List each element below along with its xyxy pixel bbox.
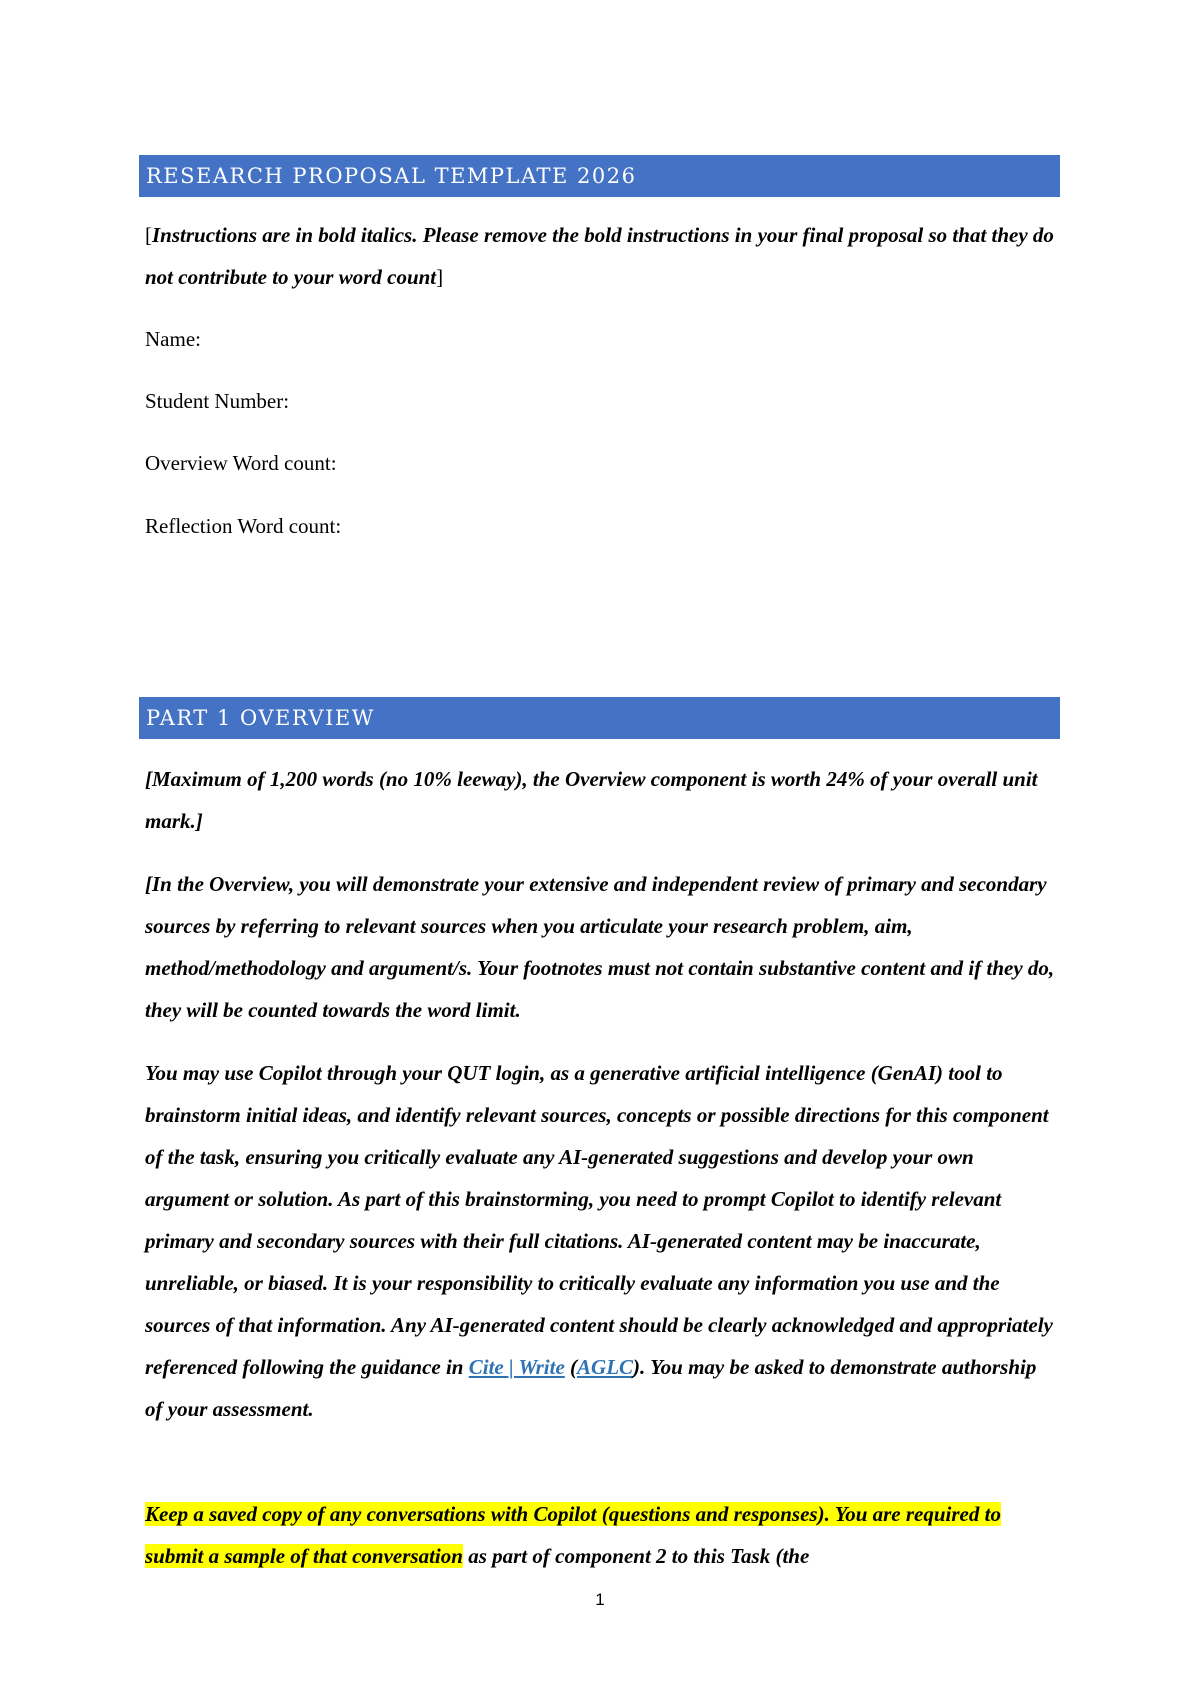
overview-instructions: [In the Overview, you will demonstrate your extensive and independent review of primary and secondary sources by referring to relevant sources when you articulate your research problem, aim, method/methodology and argument/s. Your footnotes must not contain substantive content and if they do, they will be counted towards the word limit.: [145, 872, 1055, 1022]
bracket-open: [: [145, 223, 152, 247]
copilot-tail: ). You may be asked to demonstrate authorship of your assessment.: [145, 1355, 1037, 1421]
copilot-instructions: [145, 1052, 1057, 1430]
aglc-link[interactable]: AGLC: [577, 1355, 634, 1379]
instructions-paragraph: [145, 214, 1057, 298]
highlighted-requirement: Keep a saved copy of any conversations with Copilot (questions and responses). You are required to submit a sample of that conversation: [145, 1502, 1001, 1568]
paren-open: (: [564, 1355, 578, 1379]
name-field-label: Name:: [145, 327, 201, 351]
overview-max-words: [Maximum of 1,200 words (no 10% leeway), the Overview component is worth 24% of your overall unit mark.]: [145, 767, 1038, 833]
copilot-text: You may use Copilot through your QUT login, as a generative artificial intelligence (GenAI) tool to brainstorm initial ideas, and identify relevant sources, concepts or possible directions for this component of the task, ensuring you critically evaluate any AI-generated suggestions and develop your own argument or solution. As part of this brainstorming, you need to prompt Copilot to identify relevant primary and secondary sources with their full citations. AI-generated content may be inaccurate, unreliable, or biased. It is your responsibility to critically evaluate any information you use and the sources of that information. Any AI-generated content should be clearly acknowledged and appropriately referenced following the guidance in: [145, 1061, 1053, 1379]
copilot-conversation-note: [145, 1493, 1057, 1577]
page-number: 1: [595, 1590, 605, 1609]
reflection-word-count-label: Reflection Word count:: [145, 514, 342, 538]
student-number-field-label: Student Number:: [145, 389, 290, 413]
section-heading-part1: PART 1 OVERVIEW: [139, 697, 1060, 739]
cite-write-link[interactable]: Cite | Write: [468, 1355, 565, 1379]
section-heading-title: RESEARCH PROPOSAL TEMPLATE 2026: [139, 155, 1060, 197]
overview-word-count-label: Overview Word count:: [145, 451, 337, 475]
instructions-text: Instructions are in bold italics. Please remove the bold instructions in your final proposal so that they do not contribute to your word count: [145, 223, 1054, 289]
bracket-close: ]: [436, 265, 444, 289]
after-highlight-text: as part of component 2 to this Task (the: [462, 1544, 810, 1568]
